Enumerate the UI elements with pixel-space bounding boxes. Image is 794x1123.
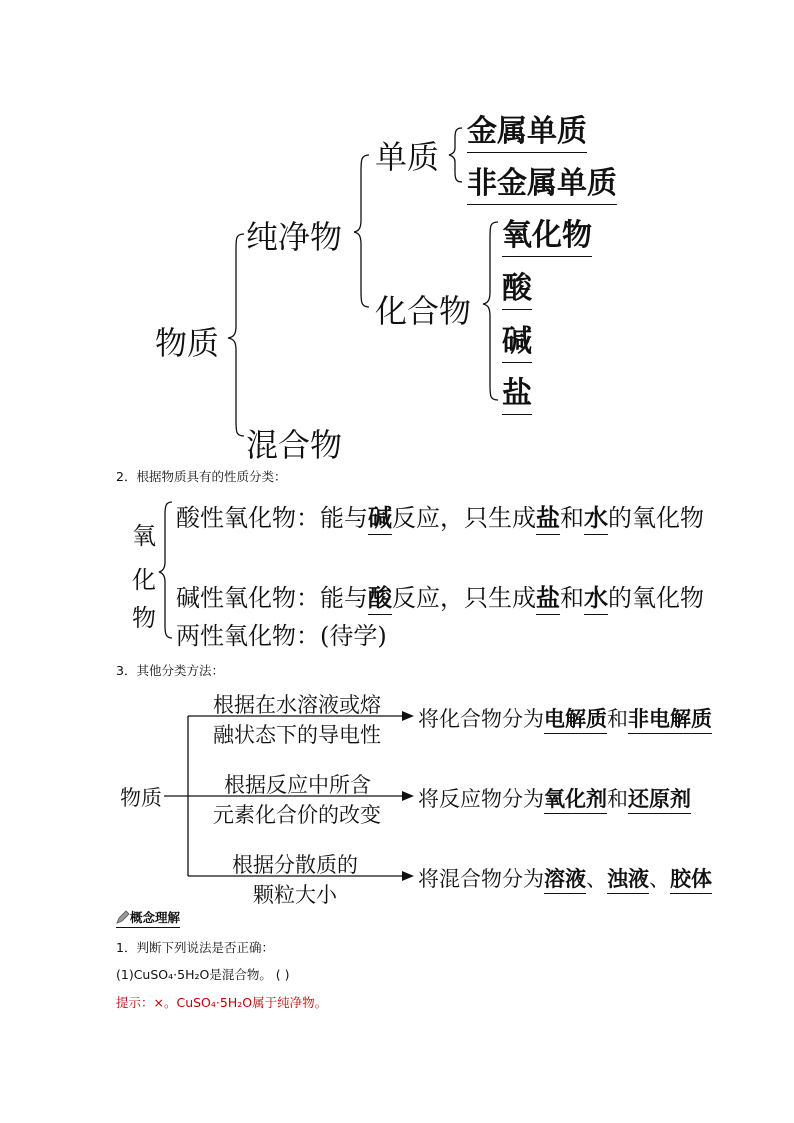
arrowhead-3 [402,871,414,881]
leaf-nonmetal: 非金属单质 [467,158,617,205]
brace-compound [483,222,498,400]
leaf-oxide: 氧化物 [502,210,592,257]
oxide-char-1: 氧 [132,522,156,550]
node-mixture: 混合物 [246,426,343,464]
question-intro: 1．判断下列说法是否正确： [116,940,274,955]
branch2-line1: 根据反应中所含 [224,773,371,797]
leaf-base: 碱 [502,316,532,363]
oxide-char-2: 化 [132,566,156,594]
acidic-oxide-line: 酸性氧化物：能与碱反应，只生成盐和水的氧化物 [176,498,704,533]
brace-material [228,234,244,436]
branch3-line2: 颗粒大小 [253,883,337,907]
pencil-icon [116,910,130,924]
node-compound: 化合物 [375,292,472,330]
arrowhead-2 [402,791,414,801]
branch1-line1: 根据在水溶液或熔 [213,693,381,717]
branch3-line1: 根据分散质的 [232,853,358,877]
leaf-acid: 酸 [502,263,532,310]
branch1-line2: 融状态下的导电性 [213,723,381,747]
leaf-metal: 金属单质 [467,106,587,153]
concept-title: 概念理解 [116,908,180,928]
tree-root: 物质 [155,324,220,362]
branch2-line2: 元素化合价的改变 [213,803,381,827]
branch3-result: 将混合物分为溶液、浊液、胶体 [418,863,712,893]
node-element: 单质 [375,138,440,176]
brace-element [449,128,462,182]
branch1-result: 将化合物分为电解质和非电解质 [418,703,712,733]
leaf-salt: 盐 [502,368,532,415]
hint-text: 提示：×。CuSO₄·5H₂O属于纯净物。 [116,995,328,1010]
amphoteric-oxide-line: 两性氧化物：(待学) [176,622,387,650]
arrowhead-1 [402,711,414,721]
section2-heading: 2．根据物质具有的性质分类： [116,469,287,484]
branch2-result: 将反应物分为氧化剂和还原剂 [418,783,691,813]
section3-root: 物质 [120,786,162,810]
node-pure: 纯净物 [246,218,343,256]
oxide-char-3: 物 [132,604,156,632]
brace-oxide [159,502,172,638]
section3-heading: 3．其他分类方法： [116,663,224,678]
question-1: (1)CuSO₄·5H₂O是混合物。 ( ) [116,967,290,982]
brace-pure [354,155,369,307]
basic-oxide-line: 碱性氧化物：能与酸反应，只生成盐和水的氧化物 [176,578,704,613]
